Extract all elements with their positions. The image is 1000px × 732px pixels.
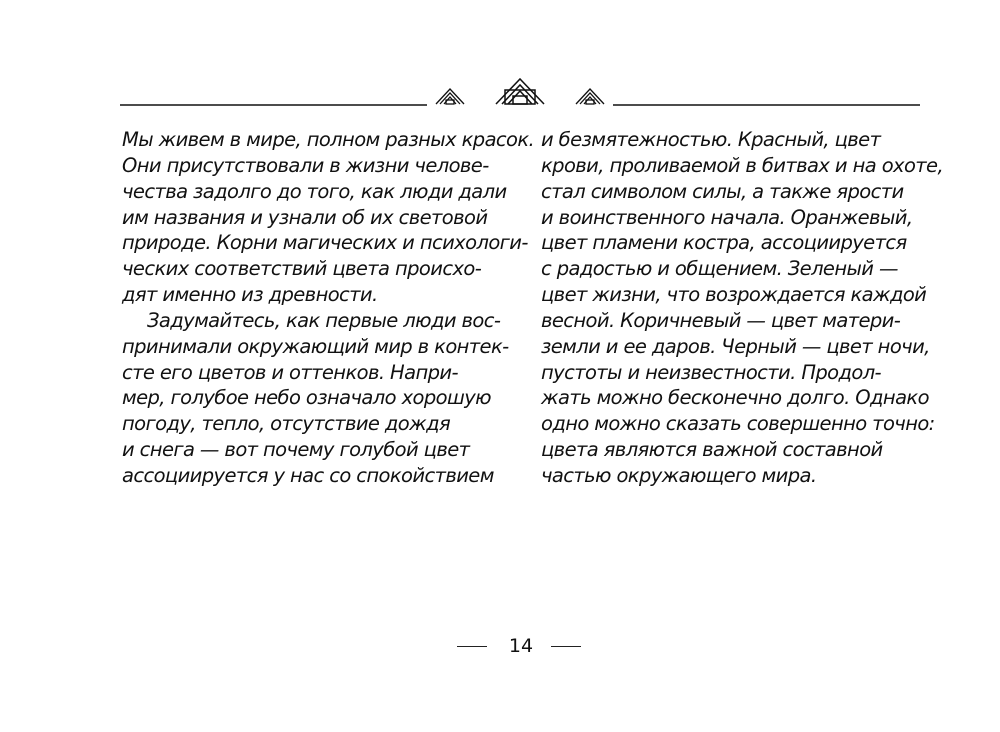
paragraph [122,308,509,489]
text-line: и снега — вот почему голубой цвет [122,438,470,462]
text-line: дят именно из древности. [122,283,378,307]
text-line: природе. Корни магических и психологи- [122,231,528,255]
text-line: ческих соответствий цвета происхо- [122,257,482,281]
text-line: и воинственного начала. Оранжевый, [541,205,913,229]
large-pyramid-center-icon [496,79,544,104]
header-ornament [120,76,920,112]
text-line: цвет пламени костра, ассоциируется [541,231,907,255]
right-text-column [541,127,944,489]
text-line: погоду, тепло, отсутствие дождя [122,412,451,436]
small-pyramid-right-icon [576,89,604,104]
text-line: ассоциируется у нас со спокойствием [122,463,494,487]
small-pyramid-left-icon [436,89,464,104]
text-line: жать можно бесконечно долго. Однако [541,386,929,410]
text-line: сте его цветов и оттенков. Напри- [122,360,458,384]
text-line: Задумайтесь, как первые люди вос- [147,308,501,332]
text-line: Они присутствовали в жизни челове- [122,153,489,177]
text-line: цвет жизни, что возрождается каждой [541,283,927,307]
text-line: с радостью и общением. Зеленый — [541,257,898,281]
text-line: им названия и узнали об их световой [122,205,488,229]
text-line: цвета являются важной составной [541,438,883,462]
text-line: частью окружающего мира. [541,463,817,487]
text-line: одно можно сказать совершенно точно: [541,412,935,436]
text-line: крови, проливаемой в битвах и на охоте, [541,153,944,177]
left-text-column [122,127,535,489]
text-line: весной. Коричневый — цвет матери- [541,308,901,332]
text-line: земли и ее даров. Черный — цвет ночи, [541,334,930,358]
text-line: стал символом силы, а также ярости [541,179,904,203]
paragraph [122,127,535,308]
text-line: пустоты и неизвестности. Продол- [541,360,881,384]
page-number: 14 [508,635,534,657]
page-footer [0,633,1000,659]
text-line: чества задолго до того, как люди дали [122,179,507,203]
text-line: принимали окружающий мир в контек- [122,334,509,358]
text-line: мер, голубое небо означало хорошую [122,386,491,410]
text-line: и безмятежностью. Красный, цвет [541,128,881,151]
footer-dash-right [551,646,581,647]
text-line: Мы живем в мире, полном разных красок. [122,128,535,151]
footer-dash-left [457,646,487,647]
